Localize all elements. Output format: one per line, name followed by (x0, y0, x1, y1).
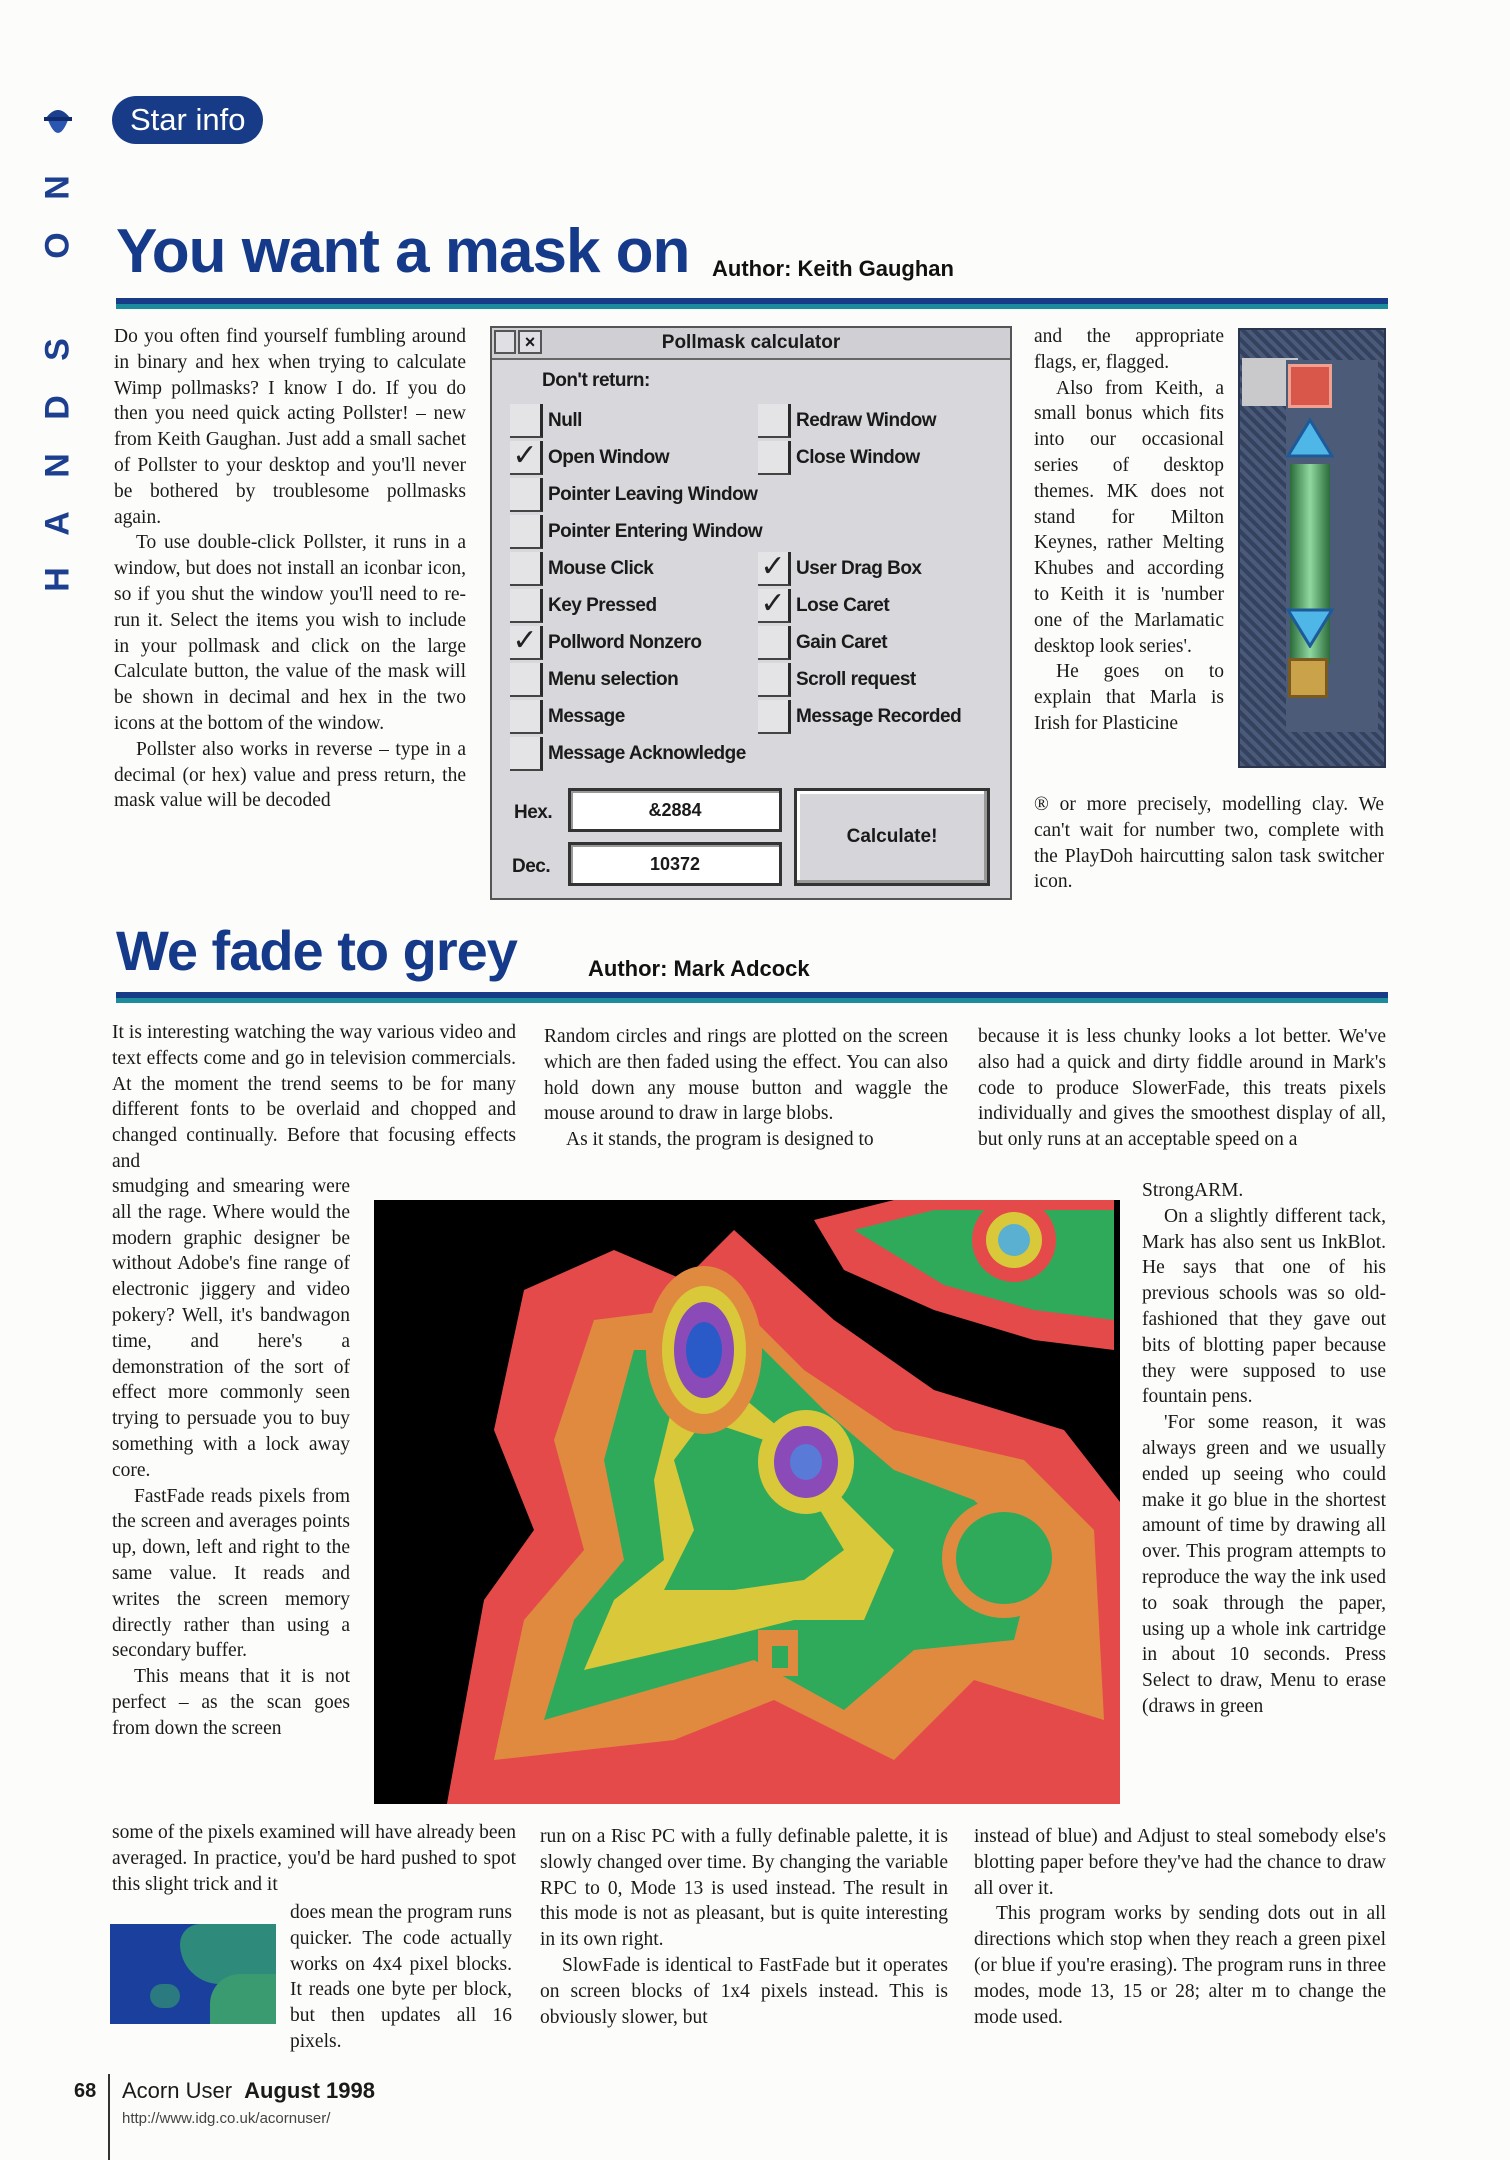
article2-col1-top: It is interesting watching the way various video and text effects come and go in television commercials. At the moment the trend seems to be for many different fonts to be overlaid and chopped and changed continually. Before that focusing effects and (112, 1022, 516, 1172)
footer-divider (108, 2074, 110, 2160)
paragraph: FastFade reads pixels from the screen and averages points up, down, left and right to the same value. It reads and writes the screen memory directly rather than using a secondary buffer. (112, 1485, 350, 1662)
small-fade-image (110, 1924, 276, 2024)
paragraph: and the appropriate flags, er, flagged. (1034, 326, 1224, 373)
paragraph: SlowFade is identical to FastFade but it operates on screen blocks of 1x4 pixels instead. This is obviously slower, but (540, 1954, 948, 2028)
sprite-gold-block (1288, 658, 1328, 698)
checkbox[interactable]: ✓ (510, 626, 543, 660)
options-heading: Don't return: (542, 370, 650, 391)
option-label: Lose Caret (796, 595, 890, 616)
side-letter: N (38, 175, 77, 200)
paragraph: This means that it is not perfect – as the scan goes from down the screen (112, 1666, 350, 1739)
paragraph: As it stands, the program is designed to (566, 1129, 874, 1151)
checkbox[interactable] (510, 404, 543, 438)
article1-headline: You want a mask on (116, 217, 690, 286)
magazine-name: Acorn User (122, 2078, 233, 2103)
checkbox[interactable] (510, 515, 543, 549)
article2-headline: We fade to grey (116, 919, 517, 982)
hex-label: Hex. (514, 802, 553, 823)
article2-col1-wide: some of the pixels examined will have already been averaged. In practice, you'd be hard pushed to spot this slight trick and it (112, 1822, 516, 1895)
article1-col3-top (1034, 324, 1224, 737)
article1-rule (116, 298, 1388, 309)
checkbox[interactable] (758, 663, 791, 697)
paragraph: smudging and smearing were all the rage. Where would the modern graphic designer be without Adobe's fine range of electronic jiggery and video pokery? Well, it's bandwagon time, and here's a demonstration of the sort of effect more commonly seen trying to persuade you to buy something with a lock away core. (112, 1176, 350, 1481)
footer-url[interactable]: http://www.idg.co.uk/acornuser/ (122, 2110, 331, 2127)
article2-col1-narrow (112, 1174, 350, 1742)
option-label: Pollword Nonzero (548, 632, 702, 653)
checkbox[interactable] (510, 737, 543, 771)
pollmask-window (490, 326, 1012, 900)
theme-sprite-image (1238, 328, 1386, 768)
paragraph: He goes on to explain that Marla is Irish for Plasticine (1034, 661, 1224, 734)
side-letter: N (38, 453, 77, 478)
paragraph: Pollster also works in reverse – type in a decimal (or hex) value and press return, the mask value will be decoded (114, 738, 466, 812)
footer-magazine (122, 2078, 375, 2104)
paragraph: Also from Keith, a small bonus which fits into our occasional series of desktop themes. MK does not stand for Milton Keynes, rather Melting Khubes and according to Keith it is 'number one of the Marlamatic desktop look series'. (1034, 377, 1224, 657)
option-label: User Drag Box (796, 558, 922, 579)
side-letter: H (38, 567, 77, 592)
article1-col3-bottom: ® or more precisely, modelling clay. We can't wait for number two, complete with the PlayDoh haircutting salon task switcher icon. (1034, 794, 1384, 893)
option-label: Mouse Click (548, 558, 654, 579)
checkbox[interactable] (758, 700, 791, 734)
close-icon[interactable]: × (518, 330, 542, 354)
paragraph: instead of blue) and Adjust to steal somebody else's blotting paper before they've had the chance to draw all over it. (974, 1826, 1386, 1899)
option-label: Scroll request (796, 669, 916, 690)
paragraph: Do you often find yourself fumbling around in binary and hex when trying to calculate Wimp pollmasks? I know I do. If you do then you need quick acting Pollster! – new from Keith Gaughan. Just add a small sachet of Pollster to your desktop and you'll never be bothered by troublesome pollmasks again. (114, 326, 466, 528)
down-arrow-icon (1286, 608, 1334, 648)
side-letter: D (38, 395, 77, 420)
option-label: Menu selection (548, 669, 679, 690)
option-label: Null (548, 410, 582, 431)
hex-field[interactable]: &2884 (568, 788, 782, 832)
option-label: Pointer Leaving Window (548, 484, 758, 505)
article2-col1-bottom: does mean the program runs quicker. The code actually works on 4x4 pixel blocks. It reads one byte per block, but then updates all 16 pixels. (290, 1902, 512, 2052)
paragraph: run on a Risc PC with a fully definable palette, it is slowly changed over time. By changing the variable RPC to 0, Mode 13 is used instead. The result in this mode is not as pleasant, but is quite interesting in its own right. (540, 1826, 948, 1951)
side-letter: A (38, 511, 77, 536)
checkbox[interactable] (510, 589, 543, 623)
checkbox[interactable] (510, 663, 543, 697)
paragraph: Random circles and rings are plotted on the screen which are then faded using the effect. You can also hold down any mouse button and waggle the mouse around to draw in large blobs. (544, 1026, 948, 1125)
sprite-red-square (1288, 364, 1332, 408)
acorn-logo-icon (42, 100, 74, 146)
paragraph: This program works by sending dots out in all directions which stop when they reach a green pixel (or blue if you're erasing). The program runs in three modes, mode 13, 15 or 28; alter m to change the mode used. (974, 1903, 1386, 2028)
article2-author: Author: Mark Adcock (588, 956, 810, 981)
option-label: Close Window (796, 447, 920, 468)
side-band (0, 0, 110, 620)
up-arrow-icon (1286, 418, 1334, 458)
option-label: Message (548, 706, 625, 727)
checkbox[interactable] (758, 404, 791, 438)
option-label: Message Acknowledge (548, 743, 746, 764)
calculate-button[interactable]: Calculate! (794, 788, 990, 886)
option-label: Gain Caret (796, 632, 888, 653)
option-label: Redraw Window (796, 410, 937, 431)
page-number: 68 (74, 2080, 97, 2102)
article1-author: Author: Keith Gaughan (712, 256, 954, 281)
option-label: Message Recorded (796, 706, 962, 727)
dec-label: Dec. (512, 856, 551, 877)
checkbox[interactable]: ✓ (510, 441, 543, 475)
paragraph: On a slightly different tack, Mark has also sent us InkBlot. He says that one of his previous schools was so old-fashioned that they gave out bits of blotting paper because they were supposed to use fountain pens. (1142, 1205, 1386, 1408)
option-label: Key Pressed (548, 595, 657, 616)
article2-col2-top (544, 1024, 948, 1153)
checkbox[interactable] (510, 552, 543, 586)
checkbox[interactable] (758, 626, 791, 660)
article1-col1 (114, 324, 466, 814)
option-label: Pointer Entering Window (548, 521, 763, 542)
checkbox[interactable]: ✓ (758, 552, 791, 586)
window-title-bar[interactable] (492, 328, 1010, 360)
checkbox[interactable] (758, 441, 791, 475)
paragraph: StrongARM. (1142, 1180, 1244, 1201)
checkbox[interactable]: ✓ (758, 589, 791, 623)
issue-date: August 1998 (244, 2078, 375, 2103)
fade-screenshot (374, 1200, 1120, 1804)
back-icon[interactable] (494, 330, 516, 354)
article2-col3-narrow (1142, 1178, 1386, 1720)
window-title: Pollmask calculator (661, 332, 841, 353)
side-letter: S (38, 338, 77, 361)
checkbox[interactable] (510, 700, 543, 734)
side-letter: O (38, 232, 77, 259)
paragraph: To use double-click Pollster, it runs in a window, but does not install an iconbar icon, so if you shut the window you'll need to re-run it. Select the items you wish to include in your pollmask and click on the large Calculate button, the value of the mask will be shown in decimal and hex in the two icons at the bottom of the window. (114, 532, 466, 734)
dec-field[interactable]: 10372 (568, 842, 782, 886)
article2-rule (116, 992, 1388, 1003)
section-tag: Star info (112, 96, 263, 144)
checkbox[interactable] (510, 478, 543, 512)
fade-blobs-graphic (374, 1200, 1120, 1804)
article2-col2-bottom (540, 1824, 948, 2030)
article2-col3-wide (974, 1824, 1386, 2030)
article2-col3-top: because it is less chunky looks a lot better. We've also had a quick and dirty fiddle around in Mark's code to produce SlowerFade, this treats pixels individually and gives the smoothest display of all, but only runs at an acceptable speed on a (978, 1026, 1386, 1151)
option-label: Open Window (548, 447, 669, 468)
paragraph: 'For some reason, it was always green and we usually ended up seeing who could make it go blue in the shortest amount of time by drawing all over. This program attempts to reproduce the way the ink used to soak through the paper, using up a whole ink cartridge in about 10 seconds. Press Select to draw, Menu to erase (draws in green (1142, 1412, 1386, 1717)
